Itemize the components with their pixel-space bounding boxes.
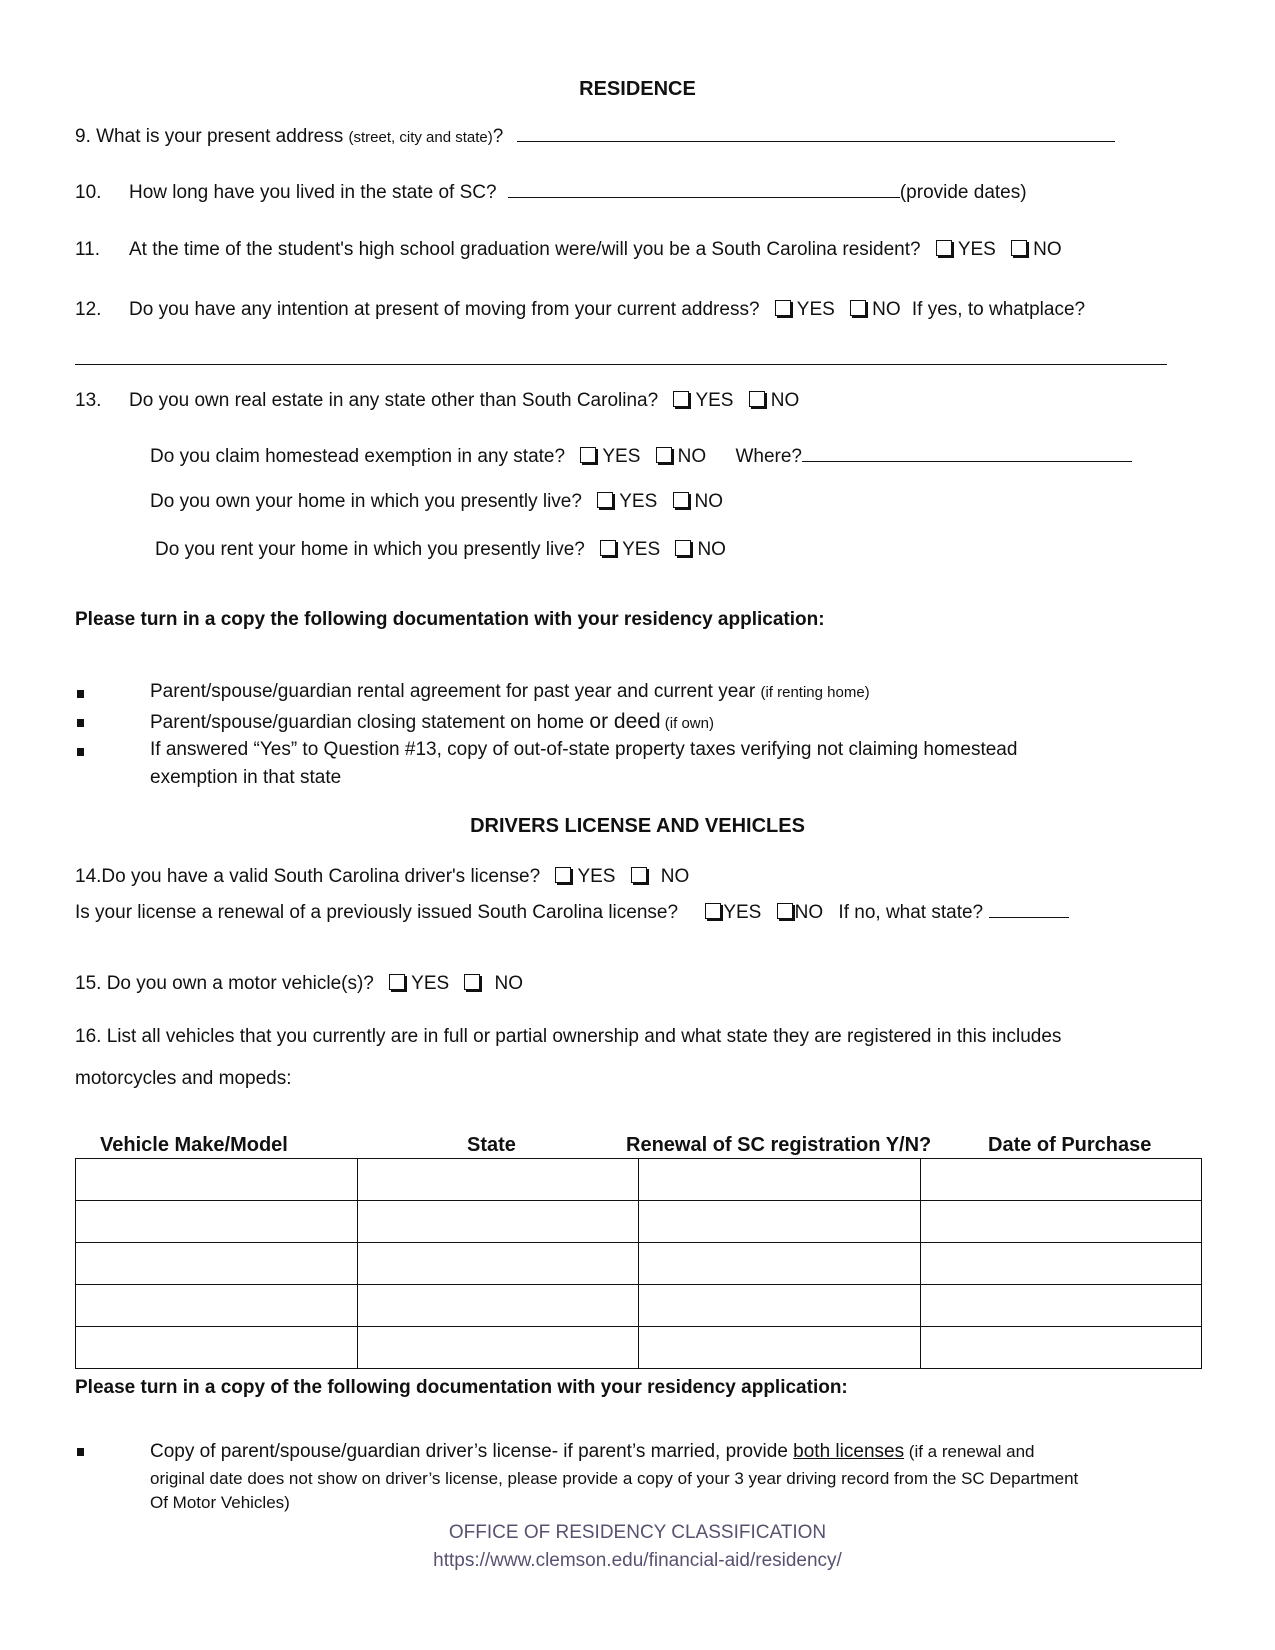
q12-yes-checkbox[interactable] — [775, 300, 791, 316]
question-9-end: ? — [492, 126, 504, 147]
question-16-continued: motorcycles and mopeds: — [75, 1068, 292, 1089]
where-label: Where? — [735, 446, 802, 467]
question-16: 16. List all vehicles that you currently are in full or partial ownership and what state they are registered in this includes — [75, 1026, 1062, 1047]
table-cell[interactable] — [357, 1327, 639, 1369]
q13b-yes-checkbox[interactable] — [597, 492, 613, 508]
table-cell[interactable] — [357, 1159, 639, 1201]
q14b-yes-label: YES — [723, 902, 762, 923]
question-12-text: Do you have any intention at present of moving from your current address? — [129, 299, 760, 320]
table-cell[interactable] — [920, 1201, 1202, 1243]
q12-no-checkbox[interactable] — [850, 300, 866, 316]
q13b-no-label: NO — [694, 491, 724, 512]
q15-yes-label: YES — [411, 973, 450, 994]
question-13c — [155, 539, 726, 561]
question-13a — [150, 443, 1132, 468]
section-heading-drivers: DRIVERS LICENSE AND VEHICLES — [470, 815, 805, 837]
bullet-icon — [77, 748, 84, 756]
q13a-yes-label: YES — [602, 446, 641, 467]
table-cell[interactable] — [639, 1327, 921, 1369]
table-cell[interactable] — [76, 1327, 358, 1369]
doc-item-text: Copy of parent/spouse/guardian driver’s license- if parent’s married, provide — [150, 1441, 794, 1462]
question-13 — [75, 390, 799, 412]
table-cell[interactable] — [357, 1201, 639, 1243]
question-10 — [75, 179, 1027, 204]
footer-office: OFFICE OF RESIDENCY CLASSIFICATION — [448, 1522, 827, 1543]
column-header-date-of-purchase: Date of Purchase — [988, 1134, 1152, 1156]
table-cell[interactable] — [920, 1285, 1202, 1327]
q13c-yes-checkbox[interactable] — [600, 540, 616, 556]
where-field[interactable] — [802, 443, 1132, 462]
q13c-no-checkbox[interactable] — [675, 540, 691, 556]
question-13b-text: Do you own your home in which you presently live? — [150, 491, 582, 512]
question-14 — [75, 866, 689, 888]
q11-no-checkbox[interactable] — [1011, 240, 1027, 256]
table-row — [76, 1285, 1202, 1327]
doc-item-emphasis: or deed — [589, 710, 661, 733]
doc-item-note: (if a renewal and — [904, 1442, 1035, 1461]
q13a-yes-checkbox[interactable] — [580, 447, 596, 463]
question-10-number: 10. — [75, 182, 102, 203]
question-11 — [75, 239, 1062, 261]
vehicles-table — [75, 1158, 1202, 1369]
bullet-icon — [77, 1448, 84, 1456]
q11-yes-checkbox[interactable] — [936, 240, 952, 256]
drivers-doc-item-continued: Of Motor Vehicles) — [150, 1493, 290, 1512]
drivers-doc-item-continued: original date does not show on driver’s license, please provide a copy of your 3 year driving record from the SC Department — [150, 1469, 1079, 1488]
q14-yes-checkbox[interactable] — [555, 867, 571, 883]
doc-item-note: (if own) — [660, 715, 714, 732]
section-heading-residence: RESIDENCE — [579, 78, 696, 100]
question-11-number: 11. — [75, 239, 101, 260]
table-cell[interactable] — [920, 1243, 1202, 1285]
doc-item-text: Parent/spouse/guardian closing statement on home — [150, 712, 590, 733]
question-13b — [150, 491, 723, 513]
question-13-number: 13. — [75, 390, 102, 411]
question-14-text: 14.Do you have a valid South Carolina driver's license? — [75, 866, 541, 887]
table-row — [76, 1243, 1202, 1285]
question-13c-text: Do you rent your home in which you presently live? — [155, 539, 585, 560]
q13-yes-label: YES — [695, 390, 734, 411]
q15-yes-checkbox[interactable] — [389, 974, 405, 990]
moving-place-field[interactable] — [75, 346, 1167, 365]
drivers-doc-heading: Please turn in a copy of the following documentation with your residency application: — [75, 1377, 848, 1398]
question-14b — [75, 899, 1069, 924]
question-13-text: Do you own real estate in any state other than South Carolina? — [129, 390, 659, 411]
question-9-text: 9. What is your present address — [75, 126, 349, 147]
residence-doc-item — [150, 710, 714, 734]
table-cell[interactable] — [76, 1243, 358, 1285]
q12-yes-label: YES — [796, 299, 835, 320]
question-14b-text: Is your license a renewal of a previously issued South Carolina license? — [75, 902, 679, 923]
q13-no-checkbox[interactable] — [749, 391, 765, 407]
q13-yes-checkbox[interactable] — [673, 391, 689, 407]
table-cell[interactable] — [639, 1159, 921, 1201]
table-cell[interactable] — [639, 1201, 921, 1243]
question-14b-followup: If no, what state? — [838, 902, 984, 923]
license-state-field[interactable] — [989, 899, 1069, 918]
table-row — [76, 1201, 1202, 1243]
q13c-no-label: NO — [697, 539, 726, 560]
table-cell[interactable] — [76, 1159, 358, 1201]
column-header-renewal: Renewal of SC registration Y/N? — [626, 1134, 932, 1156]
question-13a-text: Do you claim homestead exemption in any state? — [150, 446, 566, 467]
residence-doc-heading: Please turn in a copy the following documentation with your residency application: — [75, 609, 825, 630]
q13a-no-label: NO — [677, 446, 707, 467]
q13b-yes-label: YES — [619, 491, 658, 512]
question-15 — [75, 973, 523, 995]
residence-doc-item-continued: exemption in that state — [150, 767, 342, 788]
q14-no-checkbox[interactable] — [631, 867, 647, 883]
q13c-yes-label: YES — [622, 539, 661, 560]
q12-no-label: NO — [872, 299, 901, 320]
bullet-icon — [77, 719, 84, 727]
table-cell[interactable] — [639, 1243, 921, 1285]
table-cell[interactable] — [639, 1285, 921, 1327]
table-row — [76, 1159, 1202, 1201]
table-cell[interactable] — [76, 1201, 358, 1243]
column-header-state: State — [467, 1134, 516, 1156]
doc-item-text: Parent/spouse/guardian rental agreement for past year and current year — [150, 681, 761, 702]
drivers-doc-item — [150, 1441, 1034, 1463]
question-12 — [75, 299, 1085, 321]
q15-no-checkbox[interactable] — [464, 974, 480, 990]
question-10-text: How long have you lived in the state of SC? — [129, 182, 497, 203]
bullet-icon — [77, 690, 84, 698]
table-cell[interactable] — [357, 1285, 639, 1327]
question-10-suffix: (provide dates) — [899, 182, 1027, 203]
q13b-no-checkbox[interactable] — [673, 492, 689, 508]
q15-no-label: NO — [494, 973, 523, 994]
question-15-text: 15. Do you own a motor vehicle(s)? — [75, 973, 374, 994]
question-11-text: At the time of the student's high school graduation were/will you be a South Carolina resident? — [129, 239, 921, 260]
q11-no-label: NO — [1033, 239, 1062, 260]
table-cell[interactable] — [357, 1243, 639, 1285]
question-12-followup: If yes, to whatplace? — [911, 299, 1086, 320]
table-cell[interactable] — [920, 1159, 1202, 1201]
table-cell[interactable] — [920, 1327, 1202, 1369]
sc-duration-field[interactable] — [508, 179, 900, 198]
q14b-no-checkbox[interactable] — [777, 903, 793, 919]
q14b-no-label: NO — [794, 902, 824, 923]
question-12-number: 12. — [75, 299, 102, 320]
residence-doc-item: If answered “Yes” to Question #13, copy of out-of-state property taxes verifying not claiming homestead — [150, 739, 1018, 760]
q14-yes-label: YES — [577, 866, 616, 887]
q11-yes-label: YES — [957, 239, 996, 260]
table-cell[interactable] — [76, 1285, 358, 1327]
column-header-make-model: Vehicle Make/Model — [100, 1134, 288, 1156]
q14b-yes-checkbox[interactable] — [705, 903, 721, 919]
question-9 — [75, 123, 1115, 148]
q14-no-label: NO — [660, 866, 690, 887]
q13a-no-checkbox[interactable] — [656, 447, 672, 463]
address-field[interactable] — [517, 123, 1115, 142]
table-row — [76, 1327, 1202, 1369]
doc-item-note: (if renting home) — [760, 684, 870, 701]
residence-doc-item — [150, 681, 870, 703]
q13-no-label: NO — [770, 390, 800, 411]
footer-url[interactable]: https://www.clemson.edu/financial-aid/residency/ — [433, 1550, 842, 1571]
question-9-hint: (street, city and state) — [348, 129, 493, 146]
doc-item-underlined: both licenses — [793, 1441, 905, 1462]
